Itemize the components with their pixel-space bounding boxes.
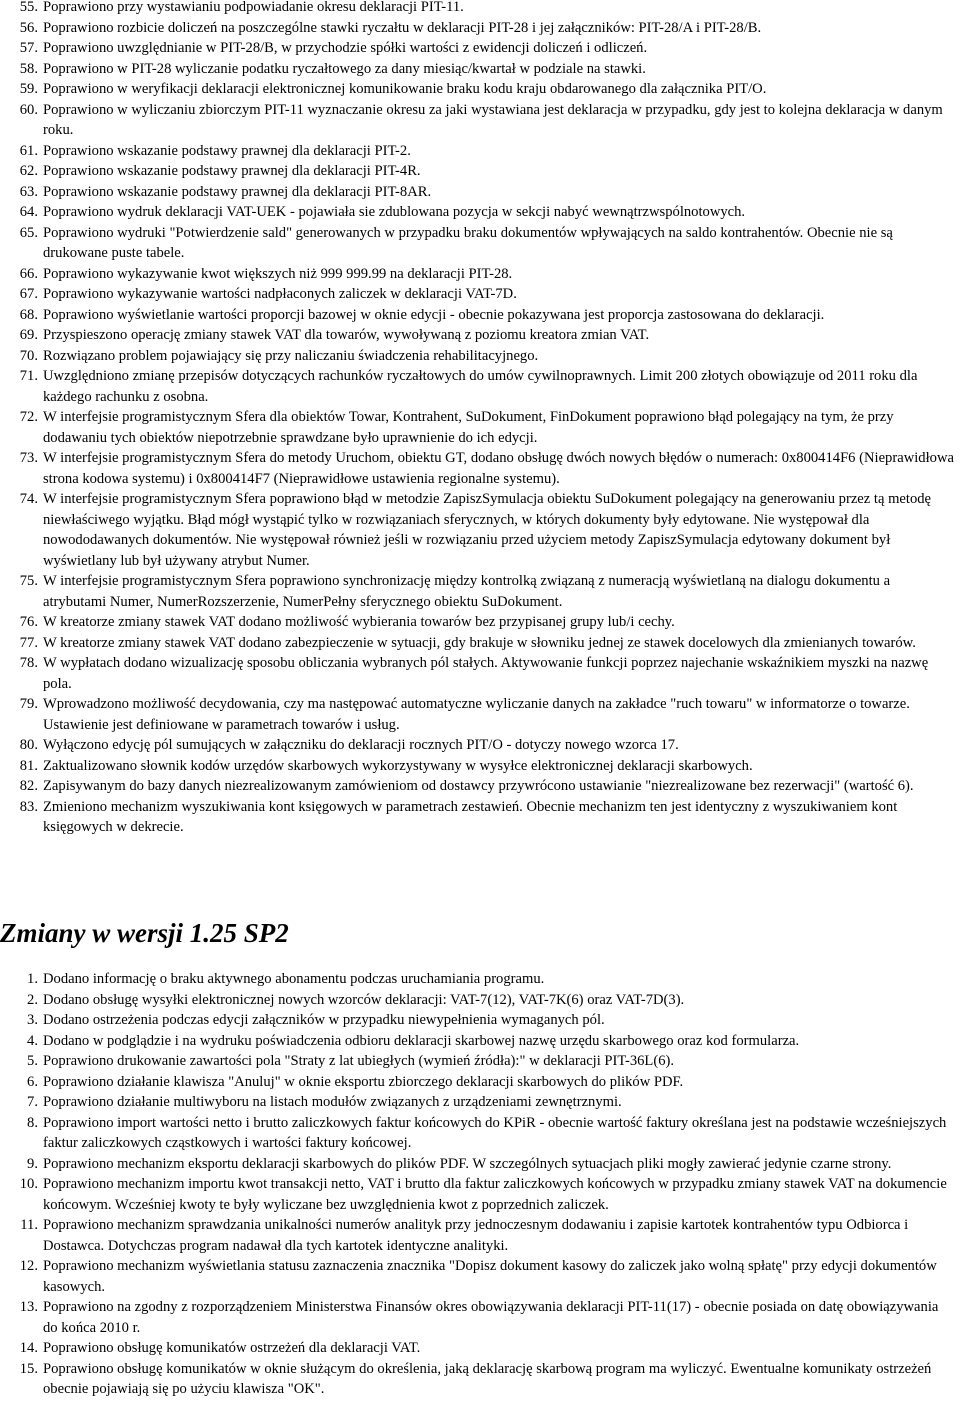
list-item-text: Poprawiono obsługę komunikatów w oknie służącym do określenia, jaką deklarację skarbową program ma wyliczyć. Ewentualne komunikaty ostrzeżeń obecnie pojawiają się po użyciu klawisza "OK". — [43, 1360, 932, 1397]
list-item-text: Poprawiono import wartości netto i brutto zaliczkowych faktur końcowych do KPiR - obecnie wartość faktury określana jest na podstawie wcześniejszych faktur zaliczkowych cząstkowych i wartości faktury końcowej. — [43, 1114, 947, 1151]
list-item — [0, 141, 960, 162]
list-item-text: W interfejsie programistycznym Sfera dla obiektów Towar, Kontrahent, SuDokument, FinDokument poprawiono błąd polegający na tym, że przy dodawaniu tych obiektów niepotrzebnie sprawdzane było uprawnienie do ich edycji. — [43, 409, 894, 446]
list-item — [0, 756, 960, 777]
list-item — [0, 797, 960, 838]
list-item — [0, 489, 960, 571]
list-item-text: Dodano w podglądzie i na wydruku poświadczenia odbioru deklaracji skarbowej nazwę urzędu skarbowego oraz kod formularza. — [43, 1032, 800, 1049]
list-item-text: W kreatorze zmiany stawek VAT dodano zabezpieczenie w sytuacji, gdy brakuje w słowniku jednej ze stawek docelowych dla zmienianych towarów. — [43, 634, 916, 651]
list-item — [0, 1010, 960, 1031]
list-item — [0, 38, 960, 59]
list-item-number: 72. — [19, 409, 38, 425]
list-item-number: 8. — [27, 1114, 38, 1131]
list-item-number: 4. — [27, 1032, 38, 1049]
list-item-text: Poprawiono wskazanie podstawy prawnej dla deklaracji PIT-4R. — [43, 163, 421, 179]
list-item-number: 83. — [19, 798, 38, 815]
list-item-number: 63. — [19, 183, 38, 200]
list-item — [0, 1215, 960, 1256]
list-item — [0, 1072, 960, 1093]
list-item-number: 73. — [19, 450, 38, 466]
list-item-text: Poprawiono wskazanie podstawy prawnej dla deklaracji PIT-2. — [43, 142, 411, 159]
list-item-number: 60. — [19, 101, 38, 118]
section-heading: Zmiany w wersji 1.25 SP2 — [0, 918, 289, 948]
list-item — [0, 1174, 960, 1215]
list-item — [0, 1092, 960, 1113]
list-item-number: 2. — [27, 991, 38, 1008]
list-item-text: Poprawiono uwzględnianie w PIT-28/B, w przychodzie spółki wartości z ewidencji doliczeń i odliczeń. — [43, 40, 648, 56]
list-item-number: 71. — [19, 368, 38, 384]
list-item-number: 65. — [19, 224, 38, 241]
list-item-number: 13. — [19, 1299, 38, 1315]
list-item — [0, 776, 960, 797]
list-item-text: W kreatorze zmiany stawek VAT dodano możliwość wybierania towarów bez przypisanej grupy lub/i cechy. — [43, 614, 675, 630]
list-item-text: Przyspieszono operację zmiany stawek VAT dla towarów, wywoływaną z poziomu kreatora zmian VAT. — [43, 327, 650, 343]
list-item — [0, 1359, 960, 1400]
list-item — [0, 1113, 960, 1154]
list-item-text: Poprawiono obsługę komunikatów ostrzeżeń dla deklaracji VAT. — [43, 1340, 421, 1356]
list-item-number: 7. — [27, 1094, 38, 1110]
list-item-number: 78. — [19, 655, 38, 671]
list-item-text: W interfejsie programistycznym Sfera poprawiono synchronizację między kontrolką związaną z numeracją wyświetlaną na dialogu dokumentu a atrybutami Numer, NumerRozszerzenie, NumerPełny sferycznego obiektu SuDokument. — [43, 573, 891, 610]
list-item-number: 74. — [19, 491, 38, 507]
list-item-number: 6. — [27, 1073, 38, 1090]
list-item-text: Poprawiono działanie multiwyboru na listach modułów związanych z urządzeniami zewnętrznymi. — [43, 1094, 622, 1110]
list-item-number: 80. — [19, 737, 38, 753]
list-item — [0, 100, 960, 141]
list-item-text: Poprawiono w weryfikacji deklaracji elektronicznej komunikowanie braku kodu kraju obdarowanego dla załącznika PIT/O. — [43, 81, 767, 97]
list-item-text: Zaktualizowano słownik kodów urzędów skarbowych wykorzystywany w wysyłce elektronicznej deklaracji skarbowych. — [43, 757, 753, 774]
list-item-number: 82. — [19, 778, 38, 794]
list-item — [0, 969, 960, 990]
list-item-text: Poprawiono wskazanie podstawy prawnej dla deklaracji PIT-8AR. — [43, 183, 432, 200]
list-item — [0, 990, 960, 1011]
list-item-text: Poprawiono na zgodny z rozporządzeniem Ministerstwa Finansów okres obowiązywania deklaracji PIT-11(17) - obecnie posiada on datę obowiązywania do końca 2010 r. — [43, 1299, 939, 1336]
list-item — [0, 735, 960, 756]
list-item — [0, 346, 960, 367]
list-item-number: 77. — [19, 634, 38, 651]
list-item — [0, 1297, 960, 1338]
list-item — [0, 264, 960, 285]
list-item — [0, 694, 960, 735]
list-item-number: 58. — [19, 60, 38, 77]
list-item-number: 79. — [19, 696, 38, 712]
list-item — [0, 653, 960, 694]
list-item — [0, 1256, 960, 1297]
list-item-text: Poprawiono mechanizm importu kwot transakcji netto, VAT i brutto dla faktur zaliczkowych końcowych w przypadku zmiany stawek VAT na dokumencie końcowym. Wcześniej kwoty te były wyliczane bez uwzględnienia kwot z poprzednich zaliczek. — [43, 1176, 947, 1213]
list-item — [0, 0, 960, 18]
list-item — [0, 202, 960, 223]
list-item — [0, 284, 960, 305]
list-item-number: 68. — [19, 306, 38, 323]
list-item-text: Poprawiono wydruk deklaracji VAT-UEK - pojawiała sie zdublowana pozycja w sekcji nabyć wewnątrzwspólnotowych. — [43, 204, 746, 220]
list-item-text: Poprawiono wyświetlanie wartości proporcji bazowej w oknie edycji - obecnie pokazywana jest proporcja zastosowana do deklaracji. — [43, 306, 825, 323]
list-item-text: Poprawiono wydruki "Potwierdzenie sald" generowanych w przypadku braku dokumentów wpływających na saldo kontrahentów. Obecnie nie są drukowane puste tabele. — [43, 224, 893, 261]
list-item-text: Poprawiono mechanizm eksportu deklaracji skarbowych do plików PDF. W szczególnych sytuacjach pliki mogły zawierać jedynie czarne strony. — [43, 1155, 892, 1172]
list-item-text: Poprawiono mechanizm sprawdzania unikalności numerów analityk przy jednoczesnym dodawaniu i zapisie kartotek kontrahentów typu Odbiorca i Dostawca. Dotychczas program nadawał dla tych kartotek identyczne analityki. — [43, 1217, 909, 1254]
list-item-number: 64. — [19, 204, 38, 220]
list-item — [0, 571, 960, 612]
list-item-number: 3. — [27, 1012, 38, 1028]
list-item-number: 62. — [19, 163, 38, 179]
list-item — [0, 407, 960, 448]
list-item-text: Poprawiono w wyliczaniu zbiorczym PIT-11 wyznaczanie okresu za jaki wystawiana jest deklaracja w przypadku, gdy jest to kolejna deklaracja w danym roku. — [43, 101, 943, 138]
list-item-text: Poprawiono działanie klawisza "Anuluj" w oknie eksportu zbiorczego deklaracji skarbowych do plików PDF. — [43, 1073, 684, 1090]
list-item-number: 75. — [19, 573, 38, 589]
changelog-list-version-1-25-sp2 — [0, 969, 960, 1400]
list-item-text: Poprawiono rozbicie doliczeń na poszczególne stawki ryczałtu w deklaracji PIT-28 i jej załączników: PIT-28/A i PIT-28/B. — [43, 19, 762, 36]
list-item-number: 67. — [19, 286, 38, 302]
list-item — [0, 612, 960, 633]
list-item — [0, 366, 960, 407]
list-item-number: 55. — [19, 0, 38, 15]
list-item — [0, 79, 960, 100]
list-item-number: 66. — [19, 265, 38, 282]
list-item-text: Wprowadzono możliwość decydowania, czy ma następować automatyczne wyliczanie danych na zakładce "ruch towaru" w informatorze o towarze. Ustawienie jest definiowane w parametrach towarów i usług. — [43, 696, 910, 733]
list-item-text: W interfejsie programistycznym Sfera poprawiono błąd w metodzie ZapiszSymulacja obiektu SuDokument polegający na generowaniu przez tą metodę niewłaściwego wyjątku. Błąd mógł wystąpić tylko w rozwiązaniach sferycznych, w których dokumenty były edytowane. Nie występował dla nowododawanych dokumentów. Nie występował również jeśli w rozwiązaniu przed użyciem metody ZapiszSymulacja edytowany dokument był wyświetlany lub był używany atrybut Numer. — [43, 491, 932, 569]
list-item-number: 61. — [19, 142, 38, 159]
list-item — [0, 325, 960, 346]
list-item-text: Poprawiono wykazywanie kwot większych niż 999 999.99 na deklaracji PIT-28. — [43, 265, 513, 282]
list-item-number: 76. — [19, 614, 38, 630]
list-item — [0, 448, 960, 489]
list-item — [0, 59, 960, 80]
list-item — [0, 182, 960, 203]
list-item-text: Poprawiono w PIT-28 wyliczanie podatku ryczałtowego za dany miesiąc/kwartał w podziale na stawki. — [43, 60, 646, 77]
list-item-number: 9. — [27, 1155, 38, 1172]
list-item-text: Dodano ostrzeżenia podczas edycji załączników w przypadku niewypełnienia wymaganych pól. — [43, 1012, 605, 1028]
list-item-number: 15. — [19, 1360, 38, 1377]
list-item-text: Poprawiono mechanizm wyświetlania statusu zaznaczenia znacznika "Dopisz dokument kasowy do zaliczek jako wolną spłatę" przy edycji dokumentów kasowych. — [43, 1258, 937, 1295]
list-item-text: Rozwiązano problem pojawiający się przy naliczaniu świadczenia rehabilitacyjnego. — [43, 347, 539, 364]
list-item-number: 1. — [27, 971, 38, 987]
list-item-text: W interfejsie programistycznym Sfera do metody Uruchom, obiektu GT, dodano obsługę dwóch nowych błędów o numerach: 0x800414F6 (Nieprawidłowa strona kodowa systemu) i 0x800414F7 (Nieprawidłowe ustawienia regionalne systemu). — [43, 450, 954, 487]
list-item-number: 69. — [19, 327, 38, 343]
list-item-text: Dodano obsługę wysyłki elektronicznej nowych wzorców deklaracji: VAT-7(12), VAT-7K(6) oraz VAT-7D(3). — [43, 991, 685, 1008]
list-item-number: 81. — [19, 757, 38, 774]
list-item-text: Poprawiono przy wystawianiu podpowiadanie okresu deklaracji PIT-11. — [43, 0, 464, 15]
list-item-text: Zapisywanym do bazy danych niezrealizowanym zamówieniom od dostawcy przywrócono ustawianie "niezrealizowane bez rezerwacji" (wartość 6). — [43, 778, 914, 794]
list-item-text: W wypłatach dodano wizualizację sposobu obliczania wybranych pól stałych. Aktywowanie funkcji poprzez najechanie wskaźnikiem myszki na nazwę pola. — [43, 655, 929, 692]
list-item — [0, 161, 960, 182]
list-item-number: 14. — [19, 1340, 38, 1356]
list-item-number: 10. — [19, 1176, 38, 1192]
list-item-number: 5. — [27, 1053, 38, 1069]
list-item-number: 70. — [19, 347, 38, 364]
list-item — [0, 633, 960, 654]
list-item — [0, 1154, 960, 1175]
list-item-number: 11. — [20, 1217, 38, 1233]
list-item — [0, 305, 960, 326]
list-item-text: Poprawiono drukowanie zawartości pola "Straty z lat ubiegłych (wymień źródła):" w deklaracji PIT-36L(6). — [43, 1053, 675, 1069]
list-item-number: 57. — [19, 40, 38, 56]
list-item-number: 56. — [19, 19, 38, 36]
list-item — [0, 1051, 960, 1072]
list-item-text: Uwzględniono zmianę przepisów dotyczących rachunków ryczałtowych do umów cywilnoprawnych. Limit 200 złotych obowiązuje od 2011 roku dla każdego rachunku z osobna. — [43, 368, 918, 405]
list-item — [0, 1031, 960, 1052]
list-item — [0, 223, 960, 264]
list-item — [0, 18, 960, 39]
list-item-number: 59. — [19, 81, 38, 97]
list-item-text: Zmieniono mechanizm wyszukiwania kont księgowych w parametrach zestawień. Obecnie mechanizm ten jest identyczny z wyszukiwaniem kont księgowych w dekrecie. — [43, 798, 898, 835]
list-item — [0, 1338, 960, 1359]
list-item-text: Wyłączono edycję pól sumujących w załączniku do deklaracji rocznych PIT/O - dotyczy nowego wzorca 17. — [43, 737, 679, 753]
list-item-number: 12. — [19, 1258, 38, 1274]
list-item-text: Dodano informację o braku aktywnego abonamentu podczas uruchamiania programu. — [43, 971, 545, 987]
list-item-text: Poprawiono wykazywanie wartości nadpłaconych zaliczek w deklaracji VAT-7D. — [43, 286, 517, 302]
